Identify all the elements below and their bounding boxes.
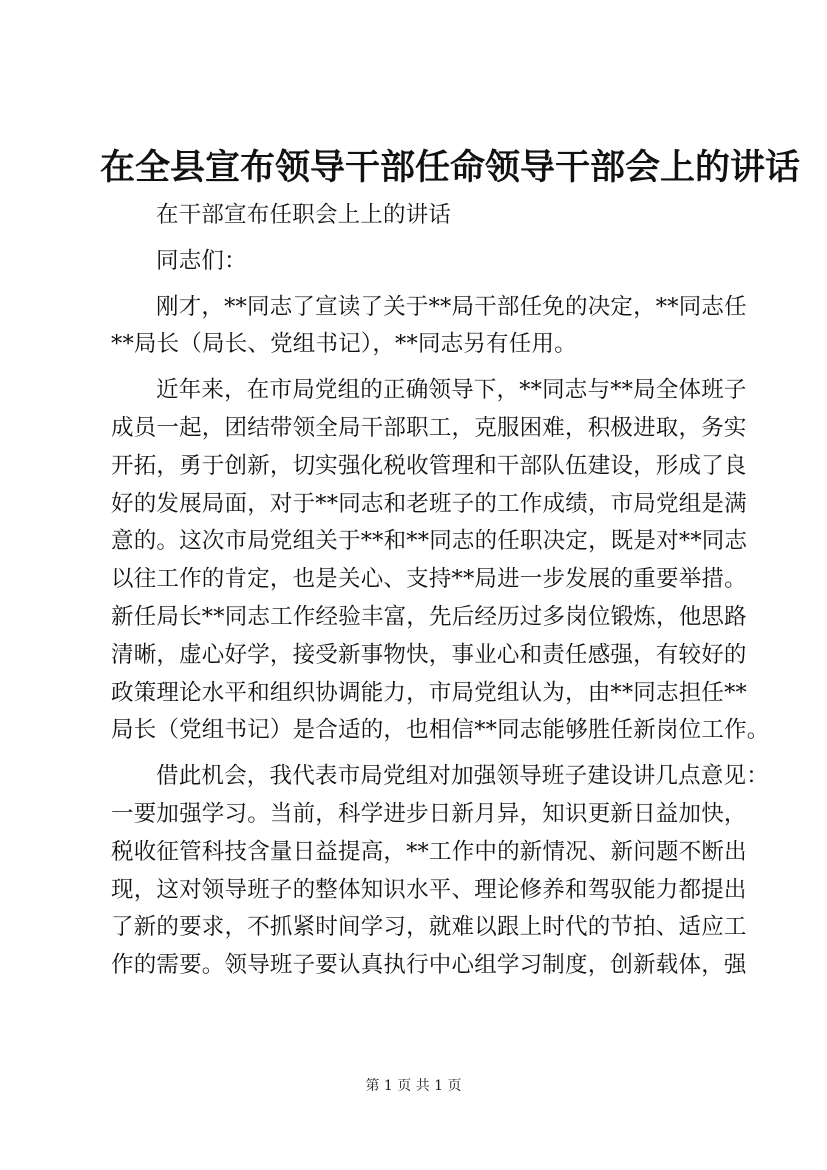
paragraph-line: **局长（局长、党组书记），**同志另有任用。 <box>111 331 577 358</box>
paragraph-line: 税收征管科技含量日益提高，**工作中的新情况、新问题不断出 <box>111 838 747 865</box>
paragraph-line: 作的需要。领导班子要认真执行中心组学习制度，创新载体，强 <box>111 952 747 979</box>
paragraph-3 <box>111 758 769 985</box>
paragraph-line: 意的。这次市局党组关于**和**同志的任职决定，既是对**同志 <box>111 528 748 555</box>
paragraph-2 <box>111 372 770 750</box>
paragraph-line: 清晰，虚心好学，接受新事物快，事业心和责任感强，有较好的 <box>111 641 747 668</box>
paragraph-line: 借此机会，我代表市局党组对加强领导班子建设讲几点意见： <box>156 763 769 790</box>
paragraph-line: 开拓，勇于创新，切实强化税收管理和干部队伍建设，形成了良 <box>111 452 747 479</box>
paragraph-line: 以往工作的肯定，也是关心、支持**局进一步发展的重要举措。 <box>111 566 747 593</box>
paragraph-line: 新任局长**同志工作经验丰富，先后经历过多岗位锻炼，他思路 <box>111 603 747 630</box>
paragraph-line: 现，这对领导班子的整体知识水平、理论修养和驾驭能力都提出 <box>111 876 747 903</box>
paragraph-line: 刚才，**同志了宣读了关于**局干部任免的决定，**同志任 <box>156 293 747 320</box>
paragraph-line: 近年来，在市局党组的正确领导下，**同志与**局全体班子 <box>156 377 747 404</box>
paragraph-line: 政策理论水平和组织协调能力，市局党组认为，由**同志担任** <box>111 679 748 706</box>
paragraph-line: 了新的要求，不抓紧时间学习，就难以跟上时代的节拍、适应工 <box>111 914 747 941</box>
subtitle-line: 在干部宣布任职会上上的讲话 <box>156 202 452 228</box>
page-footer: 第 1 页 共 1 页 <box>365 1078 462 1094</box>
document-title: 在全县宣布领导干部任命领导干部会上的讲话 <box>100 147 801 188</box>
paragraph-line: 好的发展局面，对于**同志和老班子的工作成绩，市局党组是满 <box>111 490 747 517</box>
paragraph-1 <box>111 289 751 365</box>
paragraph-line: 一要加强学习。当前，科学进步日新月异，知识更新日益加快， <box>111 800 747 827</box>
paragraph-line: 成员一起，团结带领全局干部职工，克服困难，积极进取，务实 <box>111 414 747 441</box>
paragraph-line: 局长（党组书记）是合适的，也相信**同志能够胜任新岗位工作。 <box>111 717 770 744</box>
document-body <box>111 197 770 985</box>
greeting-line: 同志们： <box>156 247 247 274</box>
